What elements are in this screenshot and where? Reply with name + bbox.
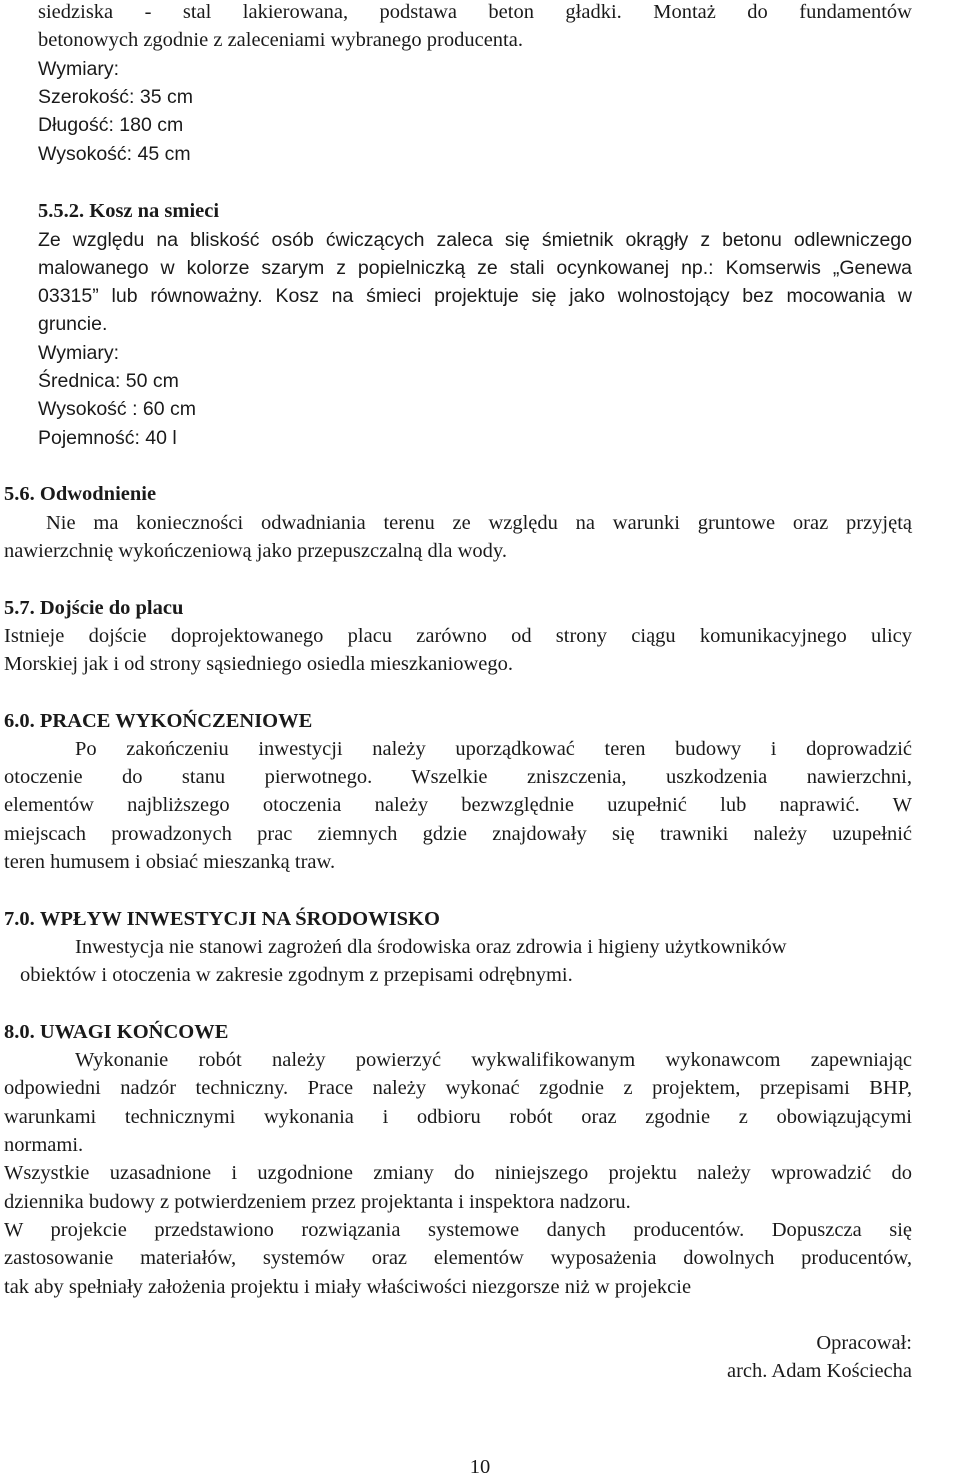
s70-line-2: obiektów i otoczenia w zakresie zgodnym z przepisami odrębnymi. xyxy=(20,964,573,986)
intro-line-1: siedziska - stal lakierowana, podstawa beton gładki. Montaż do fundamentów xyxy=(38,1,912,23)
s552-dims-label: Wymiary: xyxy=(38,342,120,364)
s57-line-2: Morskiej jak i od strony sąsiedniego osiedla mieszkaniowego. xyxy=(4,653,513,675)
s80-line-9: tak aby spełniały założenia projektu i miały właściwości niezgorsze niż w projekcie xyxy=(4,1276,692,1298)
s60-line-2: otoczenie do stanu pierwotnego. Wszelkie zniszczenia, uszkodzenia nawierzchni, xyxy=(4,766,912,788)
s80-line-3: warunkami technicznymi wykonania i odbioru robót oraz zgodnie z obowiązującymi xyxy=(4,1106,912,1128)
section-number: 5.5.2. xyxy=(38,200,85,222)
s552-capacity: Pojemność: 40 l xyxy=(38,427,177,449)
s80-line-1: Wykonanie robót należy powierzyć wykwalifikowanym wykonawcom zapewniając xyxy=(75,1049,912,1071)
page-number: 10 xyxy=(469,1456,491,1478)
section-number: 5.6. xyxy=(4,483,35,505)
s80-line-7: W projekcie przedstawiono rozwiązania systemowe danych producentów. Dopuszcza się xyxy=(4,1219,912,1241)
s80-line-5: Wszystkie uzasadnione i uzgodnione zmiany do niniejszego projektu należy wprowadzić do xyxy=(4,1162,912,1184)
s552-height: Wysokość : 60 cm xyxy=(38,398,197,420)
s56-line-2: nawierzchnię wykończeniową jako przepuszczalną dla wody. xyxy=(4,540,507,562)
section-5-6-heading xyxy=(4,482,156,506)
s552-diameter: Średnica: 50 cm xyxy=(38,370,179,392)
s80-line-6: dziennika budowy z potwierdzeniem przez projektanta i inspektora nadzoru. xyxy=(4,1191,631,1213)
section-title: Dojście do placu xyxy=(39,597,184,619)
section-number: 8.0. xyxy=(4,1021,35,1043)
intro-line-2: betonowych zgodnie z zaleceniami wybranego producenta. xyxy=(38,29,523,51)
section-number: 5.7. xyxy=(4,597,35,619)
s57-line-1: Istnieje dojście doprojektowanego placu zarówno od strony ciągu komunikacyjnego ulicy xyxy=(4,625,912,647)
section-title: Odwodnienie xyxy=(39,483,157,505)
s60-line-5: teren humusem i obsiać mieszanką traw. xyxy=(4,851,336,873)
section-title: Kosz na smieci xyxy=(89,200,220,222)
s552-line-2: malowanego w kolorze szarym z popielniczką ze stali ocynkowanej np.: Komserwis „Genewa xyxy=(38,257,912,279)
s80-line-4: normami. xyxy=(4,1134,84,1156)
s70-line-1: Inwestycja nie stanowi zagrożeń dla środowiska oraz zdrowia i higieny użytkowników xyxy=(75,936,787,958)
s60-line-3: elementów najbliższego otoczenia należy bezwzględnie uzupełnić lub naprawić. W xyxy=(4,794,912,816)
section-7-0-heading xyxy=(4,907,440,931)
section-title: WPŁYW INWESTYCJI NA ŚRODOWISKO xyxy=(39,908,440,930)
section-6-0-heading xyxy=(4,709,312,733)
s56-line-1: Nie ma konieczności odwadniania terenu ze względu na warunki gruntowe oraz przyjętą xyxy=(46,512,912,534)
s60-line-1: Po zakończeniu inwestycji należy uporządkować teren budowy i doprowadzić xyxy=(75,738,912,760)
s80-line-2: odpowiedni nadzór techniczny. Prace należy wykonać zgodnie z projektem, przepisami BHP, xyxy=(4,1077,912,1099)
s552-line-3: 03315” lub równoważny. Kosz na śmieci projektuje się jako wolnostojący bez mocowania w xyxy=(38,285,912,307)
section-8-0-heading xyxy=(4,1020,228,1044)
section-title: UWAGI KOŃCOWE xyxy=(39,1021,229,1043)
s60-line-4: miejscach prowadzonych prac ziemnych gdzie znajdowały się trawniki należy uzupełnić xyxy=(4,823,912,845)
s552-line-4: gruncie. xyxy=(38,313,108,335)
intro-height: Wysokość: 45 cm xyxy=(38,143,191,165)
signature-label: Opracował: xyxy=(816,1332,912,1354)
section-number: 7.0. xyxy=(4,908,35,930)
section-5-7-heading xyxy=(4,596,183,620)
s552-line-1: Ze względu na bliskość osób ćwiczących zaleca się śmietnik okrągły z betonu odlewniczego xyxy=(38,229,912,251)
intro-width: Szerokość: 35 cm xyxy=(38,86,193,108)
signature-name: arch. Adam Kościecha xyxy=(727,1360,912,1382)
intro-dims-label: Wymiary: xyxy=(38,58,120,80)
section-5-5-2-heading xyxy=(38,199,219,223)
section-title: PRACE WYKOŃCZENIOWE xyxy=(39,710,313,732)
s80-line-8: zastosowanie materiałów, systemów oraz elementów wyposażenia dowolnych producentów, xyxy=(4,1247,912,1269)
section-number: 6.0. xyxy=(4,710,35,732)
intro-length: Długość: 180 cm xyxy=(38,114,184,136)
